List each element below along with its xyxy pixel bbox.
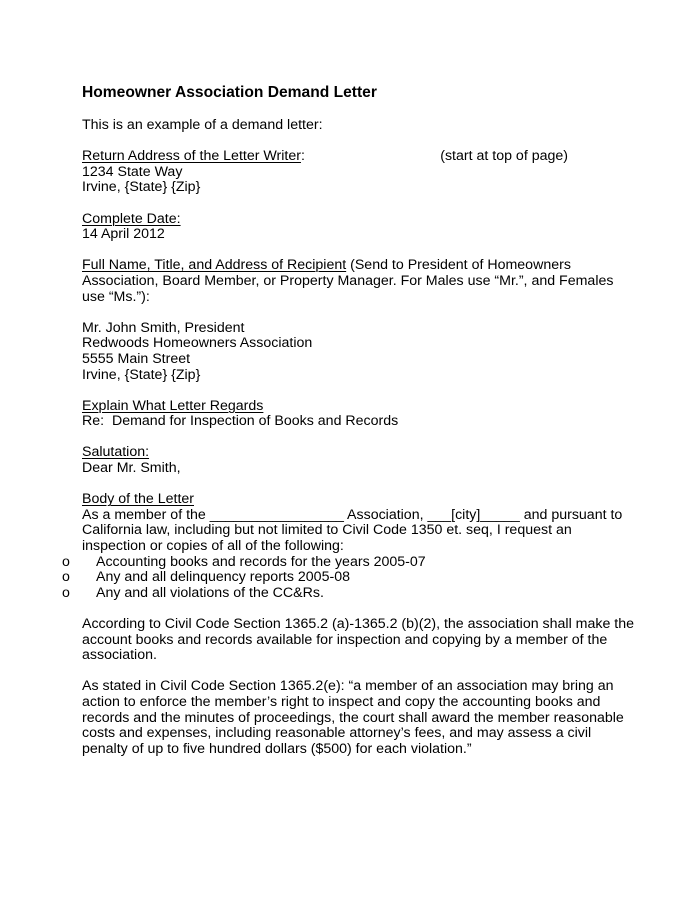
return-address-note: (start at top of page) bbox=[440, 148, 568, 165]
salutation-value: Dear Mr. Smith, bbox=[82, 460, 181, 477]
return-address-line1: 1234 State Way bbox=[82, 163, 183, 180]
date-label: Complete Date: bbox=[82, 210, 181, 227]
body-line1: As a member of the _________________ Association, ___[city]_____ and pursuant to bbox=[82, 506, 623, 523]
para2-line1: According to Civil Code Section 1365.2 (a)-1365.2 (b)(2), the association shall make the bbox=[82, 616, 635, 632]
intro-text: This is an example of a demand letter: bbox=[82, 117, 323, 133]
recipient-label: Full Name, Title, and Address of Recipient bbox=[82, 257, 347, 274]
para3-line2: action to enforce the member’s right to inspect and copy the accounting books and bbox=[82, 693, 601, 710]
recipient-name: Mr. John Smith, President bbox=[82, 319, 245, 336]
recipient-header bbox=[82, 258, 642, 274]
para2-line2: account books and records available for inspection and copying by a member of the bbox=[82, 631, 608, 648]
return-address-label: Return Address of the Letter Writer bbox=[82, 148, 301, 165]
date-value: 14 April 2012 bbox=[82, 226, 165, 243]
regards-label: Explain What Letter Regards bbox=[82, 397, 264, 414]
para3-line4: costs and expenses, including reasonable attorney’s fees, and may assess a civil bbox=[82, 725, 592, 742]
recipient-note-line2: Association, Board Member, or Property Manager. For Males use “Mr.”, and Females bbox=[82, 272, 614, 289]
bullet-marker: o bbox=[62, 569, 70, 586]
bullet-marker: o bbox=[62, 553, 70, 570]
bullet-marker: o bbox=[62, 584, 70, 601]
list-item: o Accounting books and records for the years 2005-07 bbox=[62, 553, 426, 570]
recipient-street: 5555 Main Street bbox=[82, 350, 191, 367]
return-address-line2: Irvine, {State} {Zip} bbox=[82, 179, 201, 196]
return-address-label-suffix: : bbox=[300, 148, 305, 165]
para2-line3: association. bbox=[82, 647, 157, 664]
request-list bbox=[62, 553, 642, 602]
document-title: Homeowner Association Demand Letter bbox=[82, 84, 377, 101]
body-line2: California law, including but not limited to Civil Code 1350 et. seq, I request an bbox=[82, 522, 572, 539]
body-line3: inspection or copies of all of the following: bbox=[82, 538, 344, 555]
para3-line5: penalty of up to five hundred dollars ($500) for each violation.” bbox=[82, 740, 472, 757]
regards-value: Re: Demand for Inspection of Books and Records bbox=[82, 413, 399, 430]
letter-page bbox=[62, 84, 642, 757]
return-address-label-wrap bbox=[82, 149, 305, 165]
list-item: o Any and all violations of the CC&Rs. bbox=[62, 584, 324, 601]
salutation-label: Salutation: bbox=[82, 444, 150, 461]
recipient-note-line1: (Send to President of Homeowners bbox=[346, 257, 571, 274]
recipient-city: Irvine, {State} {Zip} bbox=[82, 366, 201, 383]
return-address-header bbox=[82, 149, 642, 165]
body-label: Body of the Letter bbox=[82, 491, 194, 508]
list-item: o Any and all delinquency reports 2005-08 bbox=[62, 569, 350, 586]
para3-line3: records and the minutes of proceedings, the court shall award the member reasonable bbox=[82, 709, 624, 726]
recipient-note-line3: use “Ms.”): bbox=[82, 288, 150, 305]
para3-line1: As stated in Civil Code Section 1365.2(e): “a member of an association may bring an bbox=[82, 678, 614, 695]
recipient-org: Redwoods Homeowners Association bbox=[82, 335, 313, 352]
